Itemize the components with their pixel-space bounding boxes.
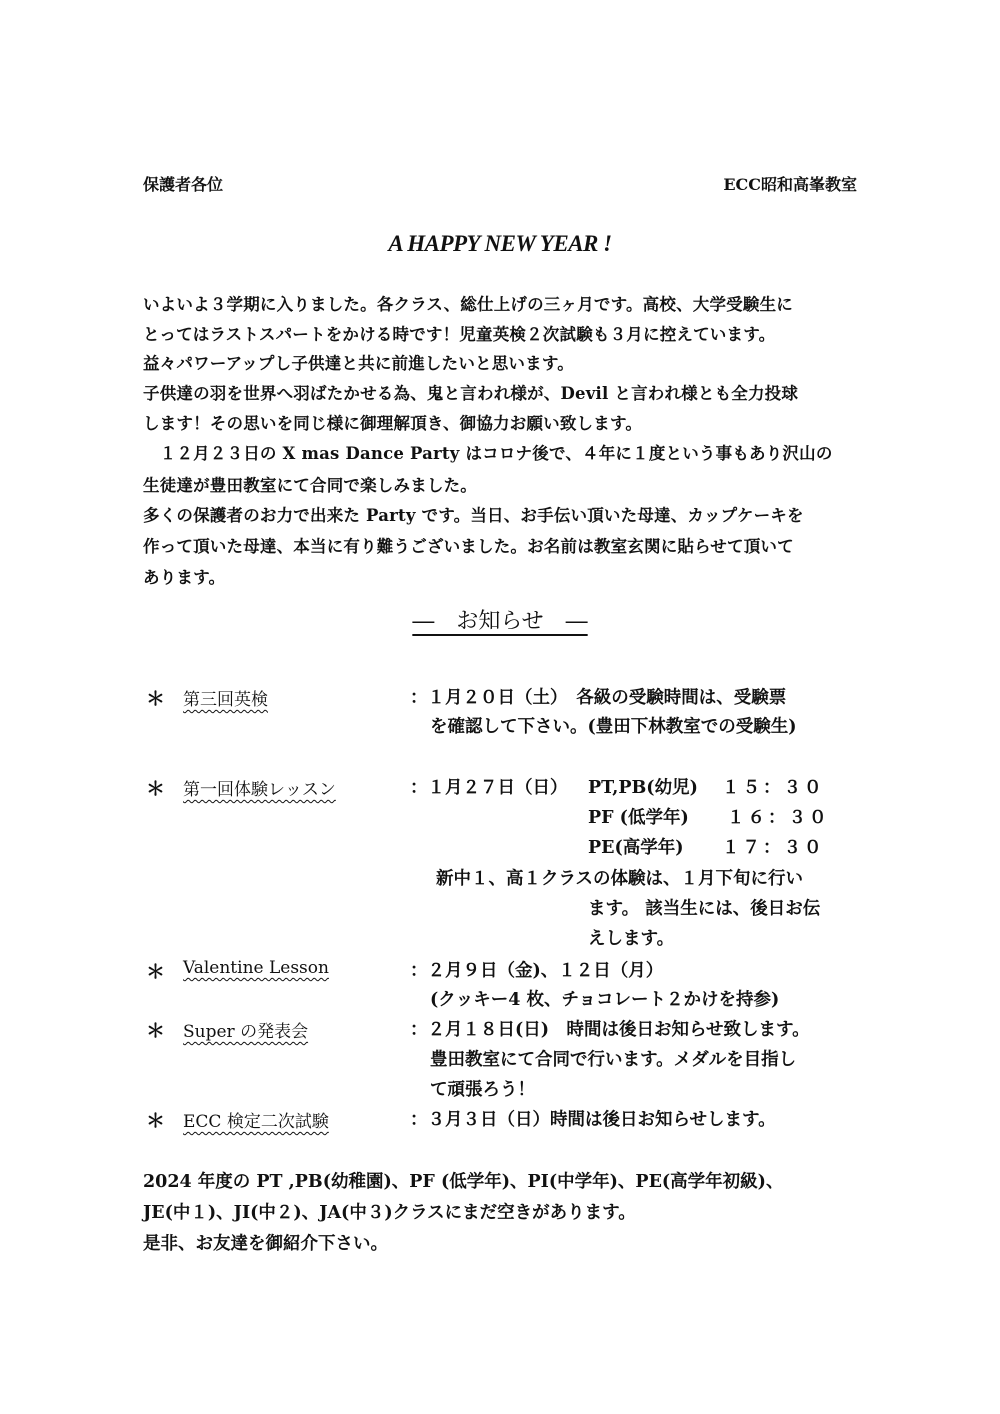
event-eiken-detail: ：１月２０日（土） 各級の受験時間は、受験票 xyxy=(410,688,787,708)
event-valentine-detail: ：２月９日（金)、１２日（月） xyxy=(410,961,664,981)
footer-line: 是非、お友達を御紹介下さい。 xyxy=(143,1234,388,1254)
event-valentine-name: Valentine Lesson xyxy=(183,958,329,978)
intro-line: あります。 xyxy=(143,568,226,587)
intro-line: します！その思いを同じ様に御理解頂き、御協力お願い致します。 xyxy=(143,414,643,433)
notice-heading xyxy=(0,604,1000,635)
event-super-detail: ：２月１８日(日) 時間は後日お知らせ致します。 xyxy=(410,1020,810,1040)
footer-line: JE(中１)、JI(中２)、JA(中３)クラスにまだ空きがあります。 xyxy=(143,1203,636,1223)
event-trial-note: えします。 xyxy=(588,929,675,949)
trial-session-class: PT,PB(幼児) xyxy=(588,778,698,798)
intro-line: 作って頂いた母達、本当に有り難うございました。お名前は教室玄関に貼らせて頂いて xyxy=(143,537,794,556)
event-trial-note: ます。 該当生には、後日お伝 xyxy=(588,899,821,919)
footer-line: 2024 年度の PT ,PB(幼稚園)、PF (低学年)、PI(中学年)、PE(高学年初級)、 xyxy=(143,1172,784,1192)
event-valentine-detail: (クッキー4 枚、チョコレート２かけを持参) xyxy=(430,990,780,1010)
notice-heading-text: ― お知らせ ― xyxy=(412,609,588,634)
event-ecc-detail: ：３月３日（日）時間は後日お知らせします。 xyxy=(410,1110,776,1130)
recipient-line: 保護者各位 xyxy=(143,175,224,194)
intro-line: 子供達の羽を世界へ羽ばたかせる為、鬼と言われ様が、Devil と言われ様とも全力投球 xyxy=(143,384,799,403)
greeting-title: A HAPPY NEW YEAR ! xyxy=(388,231,612,256)
event-eiken-detail: を確認して下さい。(豊田下林教室での受験生) xyxy=(430,717,797,737)
intro-line: とってはラストスパートをかける時です！児童英検２次試験も３月に控えています。 xyxy=(143,325,776,344)
bullet-icon: ＊ xyxy=(146,778,166,800)
trial-session-time: １７：３０ xyxy=(722,838,825,858)
intro-line: １２月２３日の X mas Dance Party はコロナ後で、４年に１度という事もあり沢山の xyxy=(143,444,833,463)
event-super-detail: て頑張ろう！ xyxy=(430,1080,535,1100)
intro-line: 多くの保護者のお力で出来た Party です。当日、お手伝い頂いた母達、カップケーキを xyxy=(143,506,804,525)
bullet-icon: ＊ xyxy=(146,688,166,710)
trial-session-class: PE(高学年) xyxy=(588,838,684,858)
intro-line: いよいよ３学期に入りました。各クラス、総仕上げの三ヶ月です。高校、大学受験生に xyxy=(143,295,793,314)
event-trial-name: 第一回体験レッスン xyxy=(183,780,336,800)
event-trial-note: 新中１、高１クラスの体験は、１月下旬に行い xyxy=(436,869,803,889)
event-super-detail: 豊田教室にて合同で行います。メダルを目指し xyxy=(430,1050,797,1070)
trial-session-time: １５：３０ xyxy=(722,778,825,798)
trial-session-time: １６：３０ xyxy=(727,808,830,828)
intro-line: 生徒達が豊田教室にて合同で楽しみました。 xyxy=(143,476,477,495)
event-eiken-name: 第三回英検 xyxy=(183,690,268,710)
event-super-name: Super の発表会 xyxy=(183,1022,309,1042)
bullet-icon: ＊ xyxy=(146,961,166,983)
bullet-icon: ＊ xyxy=(146,1110,166,1132)
sender-line: ECC昭和高峯教室 xyxy=(723,175,857,194)
trial-session-class: PF (低学年) xyxy=(588,808,689,828)
intro-line: 益々パワーアップし子供達と共に前進したいと思います。 xyxy=(143,354,574,373)
event-ecc-name: ECC 検定二次試験 xyxy=(183,1112,329,1132)
bullet-icon: ＊ xyxy=(146,1020,166,1042)
event-trial-date: ：１月２７日（日） xyxy=(410,778,568,798)
